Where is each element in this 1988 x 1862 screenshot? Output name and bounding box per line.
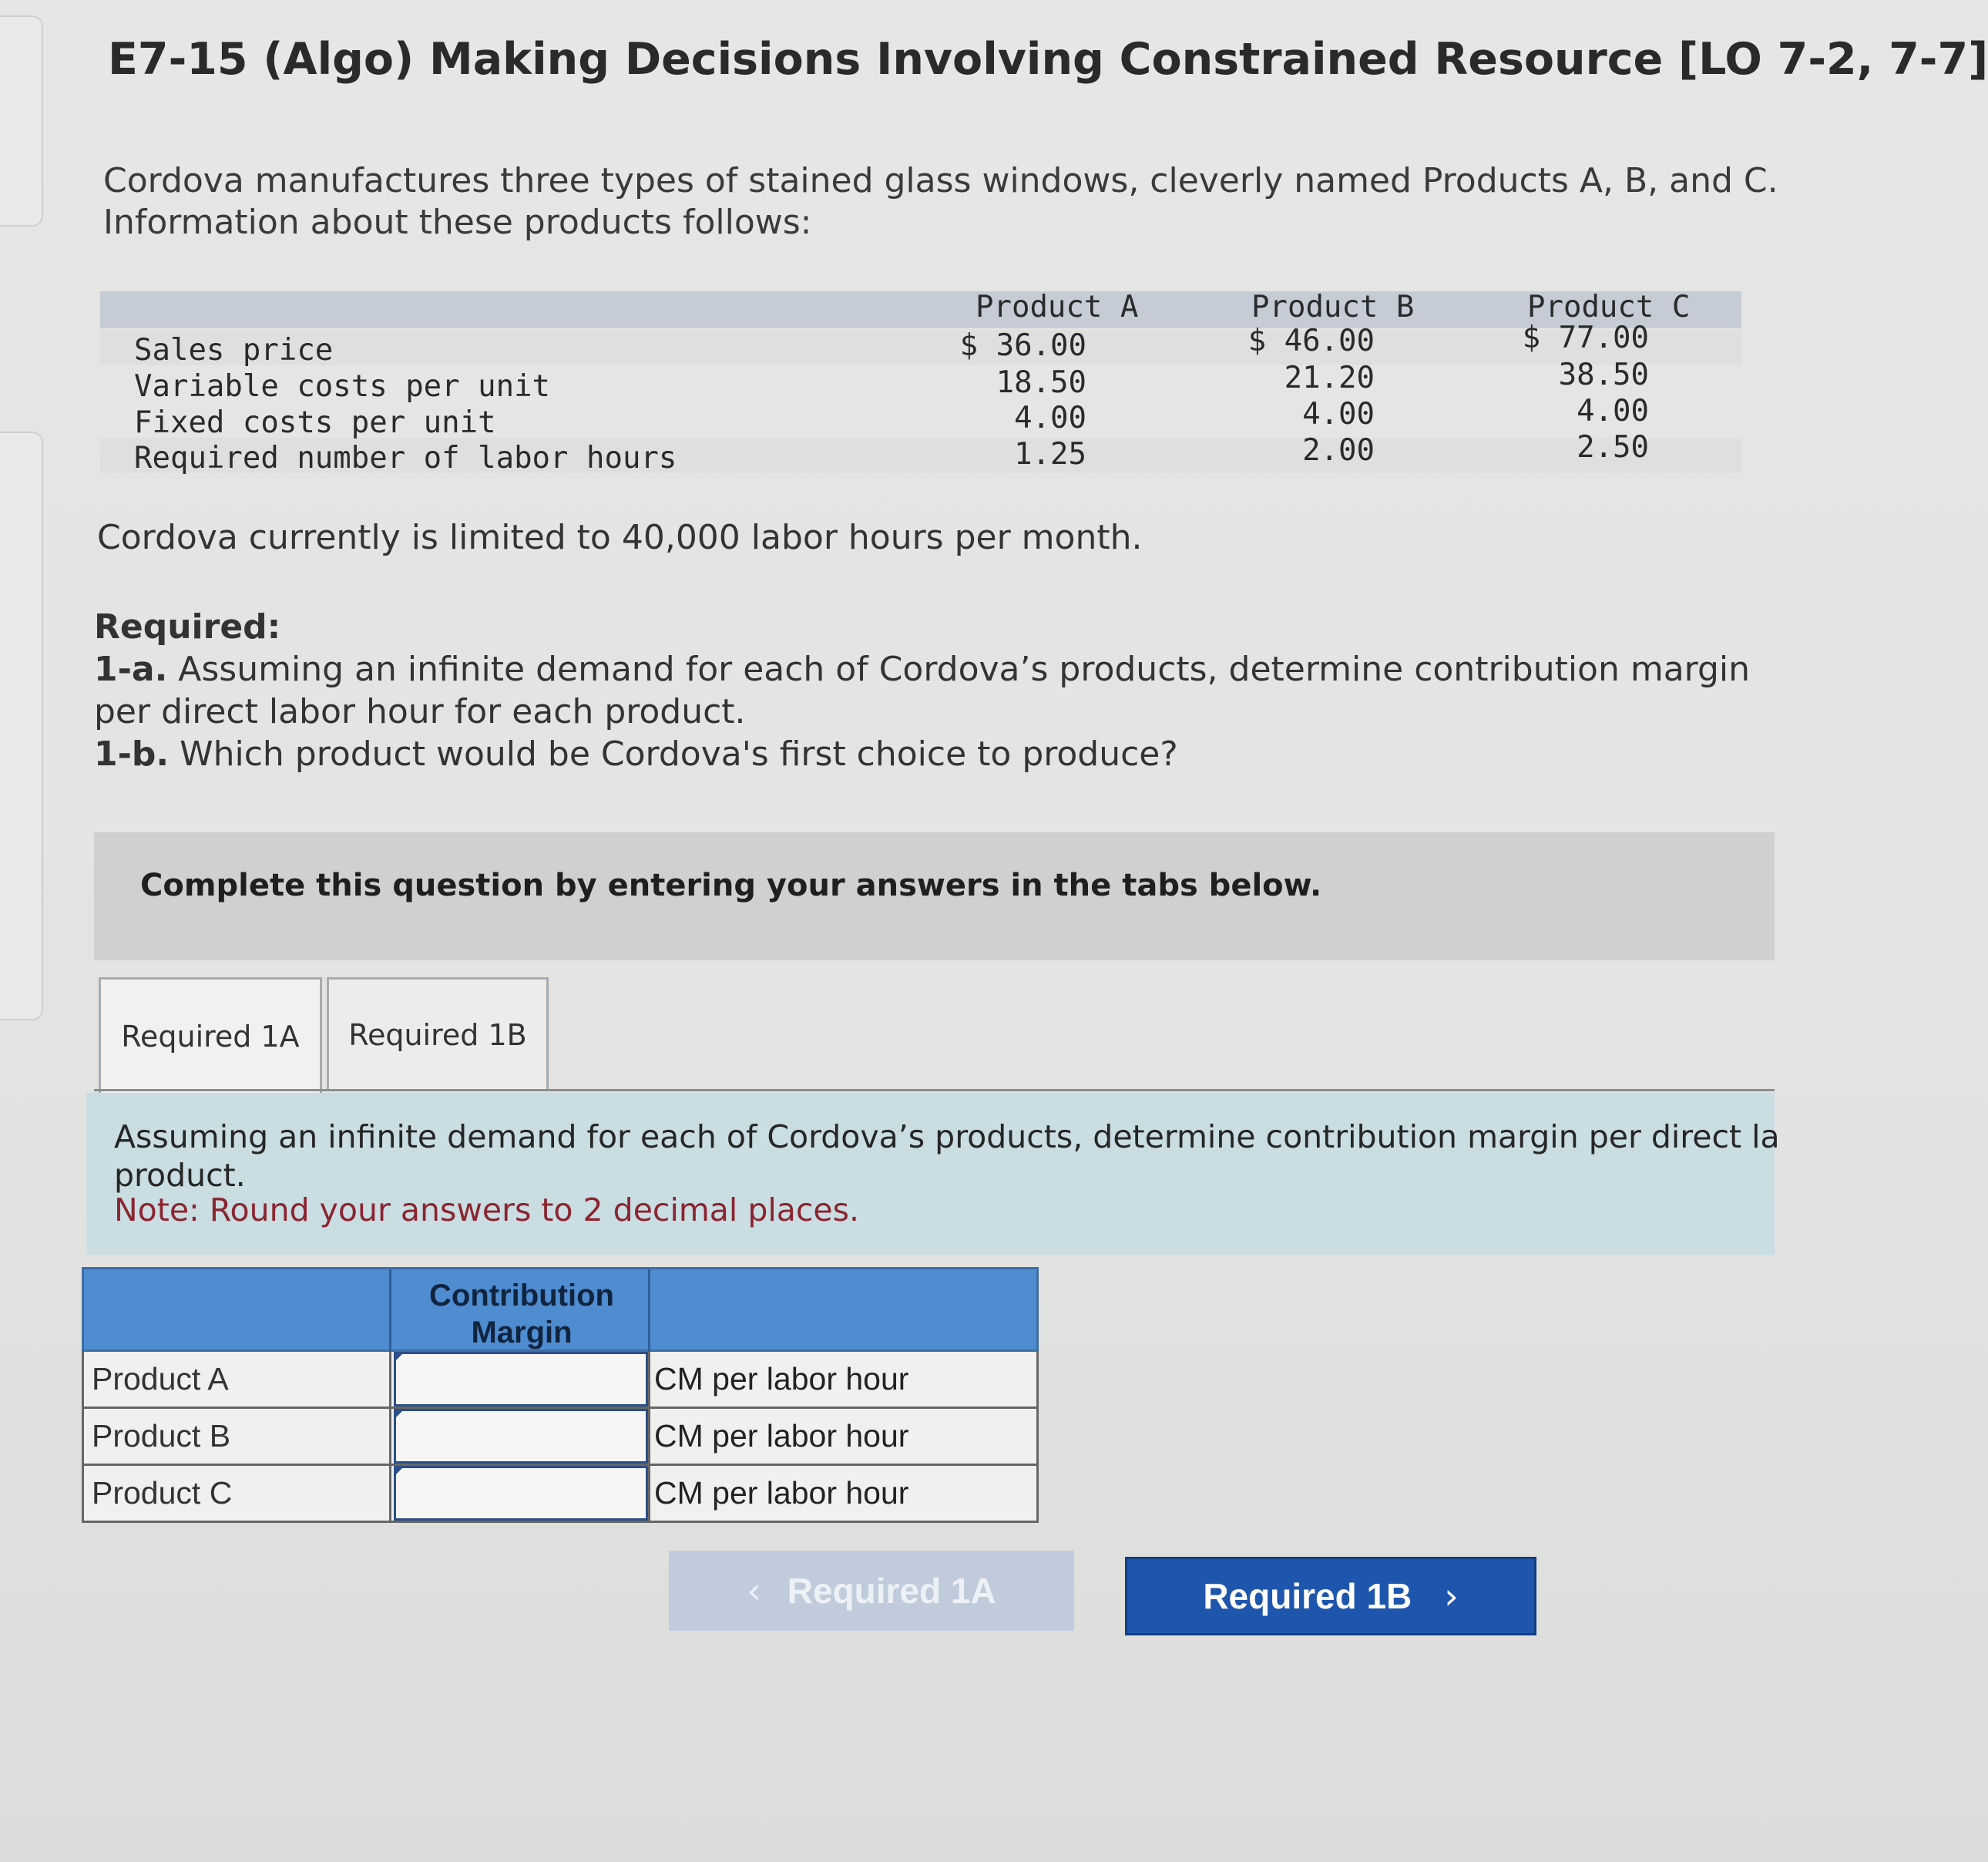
- prev-required-1a-button[interactable]: [669, 1551, 1074, 1631]
- intro-text: [103, 160, 1778, 244]
- cell-b-variable-costs: 21.20: [1284, 361, 1375, 395]
- row-divider: [389, 1409, 391, 1464]
- cm-input-product-c[interactable]: [394, 1466, 648, 1521]
- column-header-product-c: Product C: [1527, 290, 1691, 324]
- answer-table: [82, 1267, 1039, 1524]
- input-flag-icon: [394, 1352, 405, 1363]
- cell-c-labor-hours: 2.50: [1577, 430, 1649, 465]
- page-title: E7-15 (Algo) Making Decisions Involving Constrained Resource [LO 7-2, 7-7]: [108, 34, 1988, 85]
- cell-b-fixed-costs: 4.00: [1302, 397, 1375, 432]
- answer-unit-product-b: CM per labor hour: [654, 1418, 909, 1454]
- answer-label-product-a: Product A: [92, 1361, 229, 1396]
- row-divider: [648, 1466, 650, 1521]
- answer-row-product-b: [82, 1409, 1039, 1466]
- answer-label-product-b: Product B: [92, 1418, 231, 1454]
- tabs-underline: [94, 1089, 1775, 1091]
- tab-required-1a[interactable]: Required 1A: [99, 977, 322, 1093]
- row-label-sales-price: Sales price: [134, 333, 334, 368]
- cm-input-product-b[interactable]: [394, 1409, 648, 1464]
- question-line-2: product.: [114, 1157, 246, 1194]
- column-header-product-a: Product A: [976, 290, 1139, 324]
- answer-label-product-c: Product C: [92, 1475, 233, 1511]
- rounding-note: Note: Round your answers to 2 decimal places.: [114, 1191, 860, 1228]
- cell-b-labor-hours: 2.00: [1302, 433, 1375, 468]
- question-text: [114, 1118, 1778, 1195]
- chevron-left-icon: ‹: [747, 1570, 761, 1612]
- left-edge-frame-top: [0, 15, 43, 227]
- required-1a-text: Assuming an infinite demand for each of Cordova’s products, determine contribution margin: [167, 650, 1751, 689]
- chevron-right-icon: ›: [1444, 1575, 1459, 1617]
- cell-c-sales-price: $ 77.00: [1522, 321, 1649, 355]
- next-required-1b-button[interactable]: [1125, 1557, 1536, 1635]
- answer-table-header: [82, 1267, 1039, 1352]
- required-1b-text: Which product would be Cordova's first choice to produce?: [169, 734, 1178, 774]
- question-line-1: Assuming an infinite demand for each of Cordova’s products, determine contribution margin per direct la: [114, 1118, 1780, 1155]
- instruction-bar: [94, 832, 1775, 960]
- cell-a-labor-hours: 1.25: [1014, 437, 1086, 472]
- cell-a-sales-price: $ 36.00: [959, 328, 1086, 363]
- labor-limit-text: Cordova currently is limited to 40,000 labor hours per month.: [97, 518, 1143, 557]
- input-flag-icon: [394, 1466, 405, 1477]
- required-1a-line-2: per direct labor hour for each product.: [94, 692, 746, 731]
- intro-line-2: Information about these products follows:: [103, 203, 812, 242]
- intro-line-1: Cordova manufactures three types of stained glass windows, cleverly named Products A, B, and C.: [103, 161, 1778, 200]
- header-divider: [389, 1269, 391, 1354]
- row-label-fixed-costs: Fixed costs per unit: [134, 405, 496, 440]
- cell-c-variable-costs: 38.50: [1558, 358, 1649, 392]
- cell-a-fixed-costs: 4.00: [1014, 401, 1086, 435]
- required-1b-label: 1-b.: [94, 734, 170, 774]
- product-info-table: [100, 281, 1741, 481]
- column-header-contribution-margin: Contribution Margin: [429, 1279, 614, 1349]
- question-panel: [86, 1093, 1780, 1255]
- input-flag-icon: [394, 1409, 405, 1420]
- left-edge-frame-bottom: [0, 432, 43, 1020]
- column-header-product-b: Product B: [1251, 290, 1415, 324]
- required-1b-line: [94, 733, 1751, 775]
- required-1a-label: 1-a.: [94, 650, 168, 689]
- prev-button-label: Required 1A: [787, 1571, 996, 1611]
- row-label-labor-hours: Required number of labor hours: [134, 441, 677, 476]
- row-divider: [648, 1352, 650, 1407]
- tab-required-1b[interactable]: Required 1B: [327, 977, 549, 1090]
- cm-input-product-a[interactable]: [394, 1352, 648, 1407]
- answer-row-product-a: [82, 1352, 1039, 1409]
- row-divider: [389, 1352, 391, 1407]
- cell-a-variable-costs: 18.50: [996, 365, 1086, 400]
- cell-b-sales-price: $ 46.00: [1248, 324, 1375, 358]
- row-label-variable-costs: Variable costs per unit: [134, 369, 551, 404]
- answer-unit-product-a: CM per labor hour: [654, 1361, 909, 1396]
- row-divider: [648, 1409, 650, 1464]
- answer-unit-product-c: CM per labor hour: [654, 1475, 909, 1511]
- required-heading: Required:: [94, 607, 281, 647]
- required-section: [94, 606, 1751, 775]
- cell-c-fixed-costs: 4.00: [1577, 394, 1649, 429]
- row-divider: [389, 1466, 391, 1521]
- next-button-label: Required 1B: [1203, 1576, 1412, 1616]
- instruction-text: Complete this question by entering your answers in the tabs below.: [140, 868, 1322, 903]
- required-1a-line-1: [94, 648, 1751, 691]
- answer-row-product-c: [82, 1466, 1039, 1523]
